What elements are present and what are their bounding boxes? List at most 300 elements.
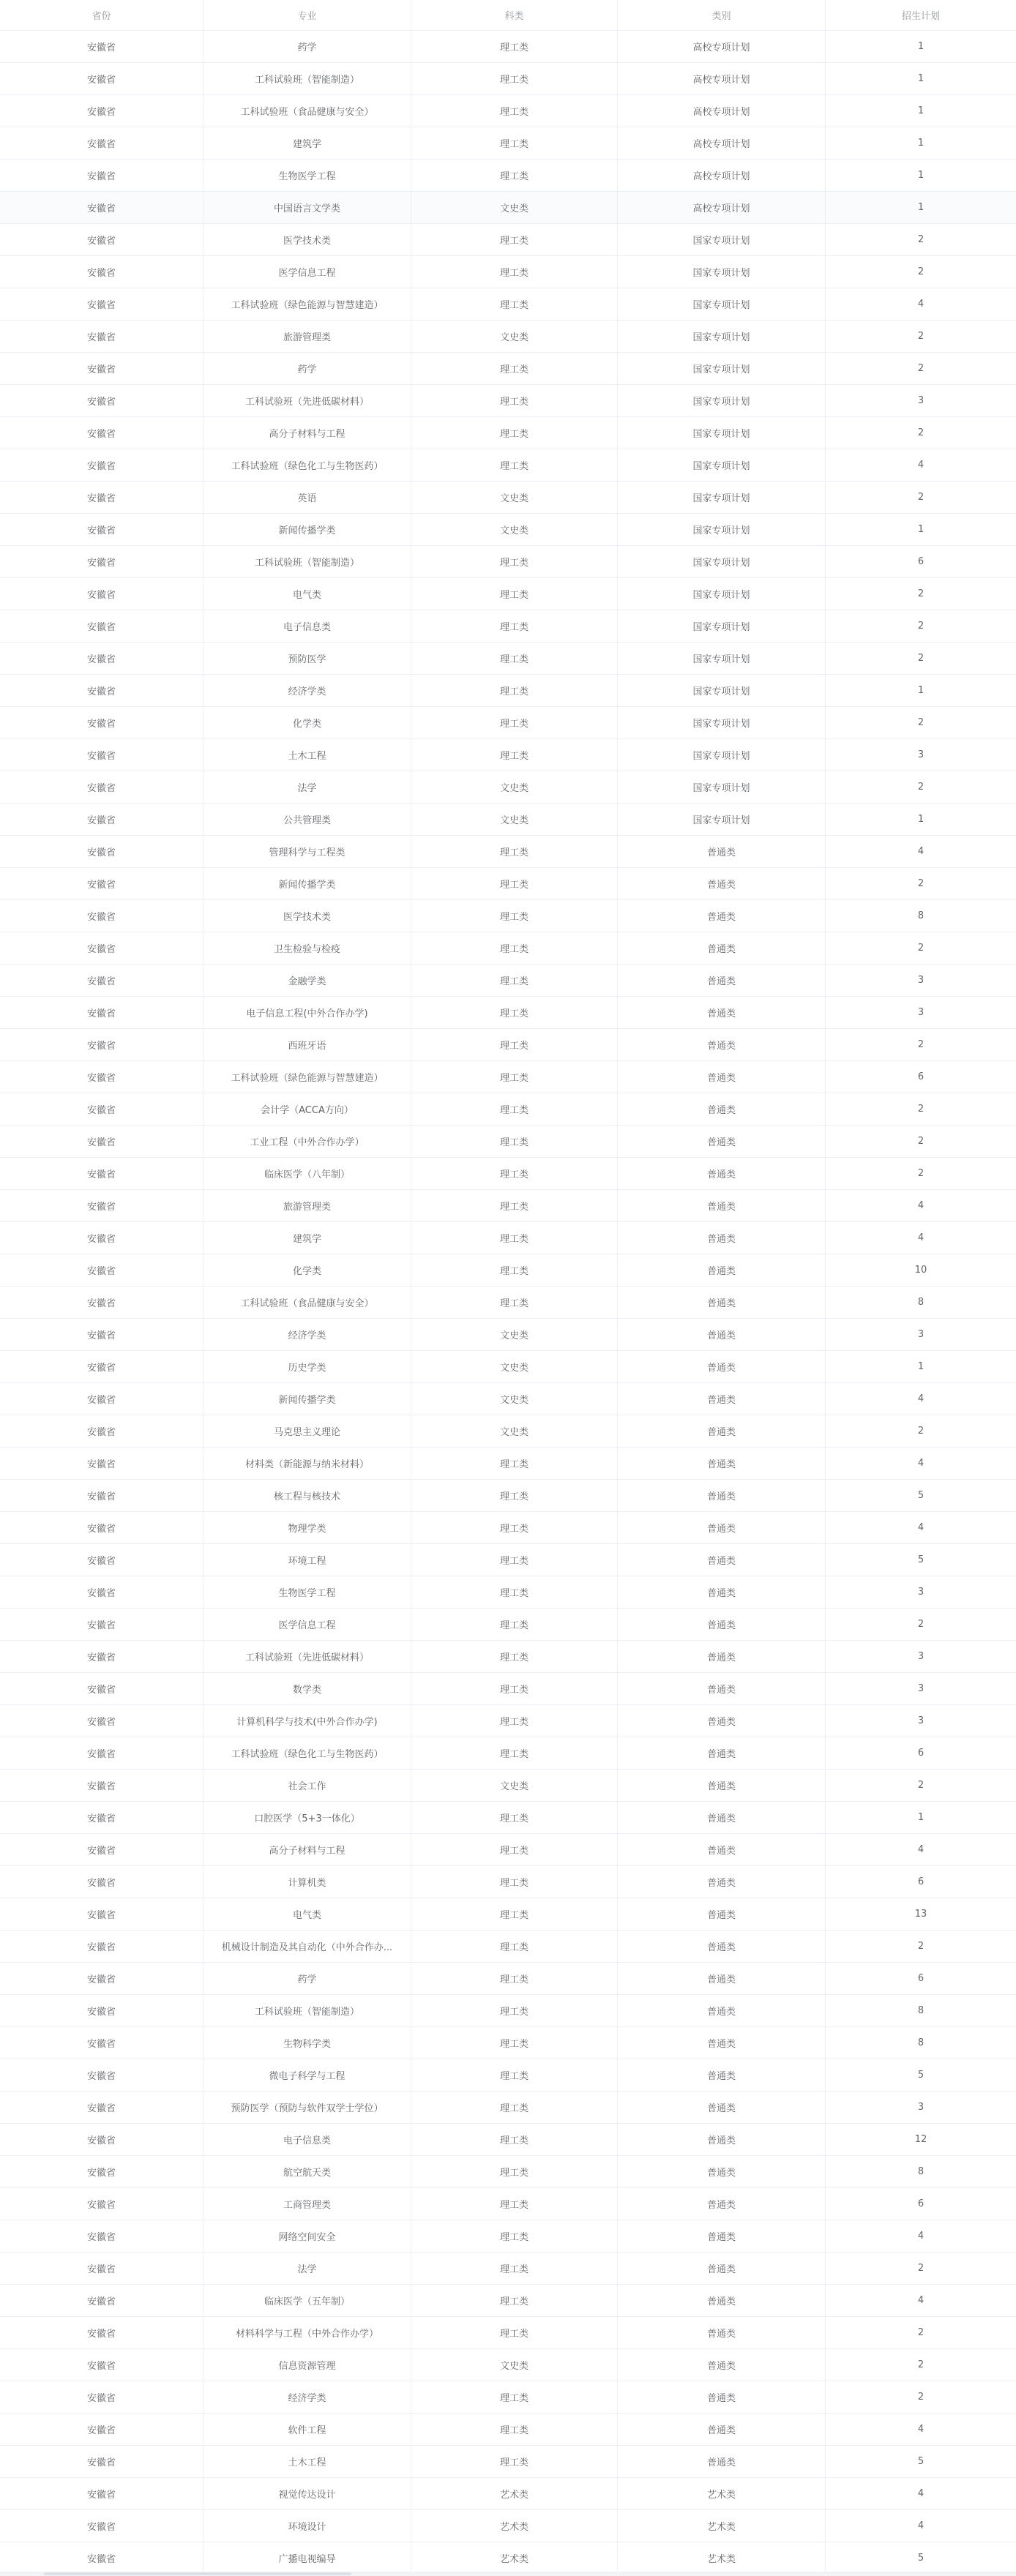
cell-province: 安徽省 — [0, 836, 203, 867]
table-row[interactable] — [0, 1898, 1016, 1931]
table-row[interactable] — [0, 1222, 1016, 1254]
table-row[interactable] — [0, 1737, 1016, 1770]
cell-major: 工科试验班（智能制造） — [203, 1995, 411, 2026]
cell-subject-category: 理工类 — [411, 1995, 618, 2026]
cell-major: 工科试验班（食品健康与安全） — [203, 95, 411, 127]
cell-plan-type: 普通类 — [618, 2156, 826, 2187]
cell-subject-category: 理工类 — [411, 1931, 618, 1962]
cell-province: 安徽省 — [0, 997, 203, 1028]
cell-enrollment-plan: 3 — [917, 975, 925, 986]
table-row[interactable] — [0, 578, 1016, 610]
table-row[interactable] — [0, 321, 1016, 353]
cell-subject-category: 理工类 — [411, 1512, 618, 1543]
cell-plan-type: 普通类 — [618, 2414, 826, 2445]
table-row[interactable] — [0, 385, 1016, 417]
table-row[interactable] — [0, 2188, 1016, 2220]
table-row[interactable] — [0, 868, 1016, 900]
cell-province: 安徽省 — [0, 1866, 203, 1898]
cell-enrollment-plan: 2 — [917, 1039, 925, 1050]
table-row[interactable] — [0, 2092, 1016, 2124]
table-row[interactable] — [0, 95, 1016, 127]
cell-major: 电气类 — [203, 1898, 411, 1930]
cell-province: 安徽省 — [0, 385, 203, 416]
cell-province: 安徽省 — [0, 610, 203, 642]
cell-major: 临床医学（五年制） — [203, 2285, 411, 2316]
table-row[interactable] — [0, 160, 1016, 192]
table-row[interactable] — [0, 610, 1016, 643]
cell-province: 安徽省 — [0, 1963, 203, 1994]
cell-subject-category: 理工类 — [411, 1222, 618, 1254]
cell-major: 旅游管理类 — [203, 1190, 411, 1221]
cell-subject-category: 理工类 — [411, 2092, 618, 2123]
cell-subject-category: 理工类 — [411, 2027, 618, 2059]
cell-enrollment-plan: 1 — [917, 685, 925, 696]
cell-subject-category: 理工类 — [411, 256, 618, 288]
cell-province: 安徽省 — [0, 417, 203, 449]
cell-subject-category: 理工类 — [411, 1705, 618, 1737]
table-row[interactable] — [0, 1415, 1016, 1448]
cell-enrollment-plan: 6 — [917, 1748, 925, 1759]
cell-subject-category: 理工类 — [411, 1029, 618, 1060]
cell-province: 安徽省 — [0, 95, 203, 127]
cell-plan-type: 国家专项计划 — [618, 675, 826, 706]
table-row[interactable] — [0, 1576, 1016, 1609]
cell-subject-category: 文史类 — [411, 771, 618, 803]
cell-enrollment-plan: 2 — [917, 427, 925, 438]
cell-enrollment-plan: 2 — [917, 2392, 925, 2403]
cell-plan-type: 国家专项计划 — [618, 739, 826, 771]
cell-province: 安徽省 — [0, 1705, 203, 1737]
table-row[interactable] — [0, 2124, 1016, 2156]
cell-subject-category: 理工类 — [411, 1158, 618, 1189]
cell-plan-type: 国家专项计划 — [618, 417, 826, 449]
cell-plan-type: 普通类 — [618, 1415, 826, 1447]
cell-enrollment-plan: 5 — [917, 2070, 925, 2081]
table-row[interactable] — [0, 836, 1016, 868]
cell-province: 安徽省 — [0, 2285, 203, 2316]
cell-province: 安徽省 — [0, 288, 203, 320]
table-row[interactable] — [0, 771, 1016, 804]
cell-enrollment-plan: 8 — [917, 2166, 925, 2177]
cell-plan-type: 国家专项计划 — [618, 804, 826, 835]
cell-major: 环境工程 — [203, 1544, 411, 1576]
cell-province: 安徽省 — [0, 1158, 203, 1189]
cell-province: 安徽省 — [0, 1222, 203, 1254]
table-row[interactable] — [0, 2317, 1016, 2349]
table-row[interactable] — [0, 256, 1016, 288]
cell-major: 会计学（ACCA方向） — [203, 1093, 411, 1125]
table-row[interactable] — [0, 1641, 1016, 1673]
cell-plan-type: 艺术类 — [618, 2478, 826, 2509]
table-row[interactable] — [0, 192, 1016, 224]
cell-plan-type: 普通类 — [618, 2188, 826, 2220]
cell-major: 环境设计 — [203, 2510, 411, 2542]
table-row[interactable] — [0, 739, 1016, 771]
cell-major: 土木工程 — [203, 739, 411, 771]
cell-enrollment-plan: 4 — [917, 1393, 925, 1404]
cell-subject-category: 理工类 — [411, 224, 618, 255]
cell-province: 安徽省 — [0, 1737, 203, 1769]
cell-plan-type: 艺术类 — [618, 2542, 826, 2574]
cell-province: 安徽省 — [0, 1673, 203, 1704]
cell-subject-category: 文史类 — [411, 1351, 618, 1382]
cell-plan-type: 普通类 — [618, 2027, 826, 2059]
cell-province: 安徽省 — [0, 965, 203, 996]
table-row[interactable] — [0, 1093, 1016, 1126]
cell-subject-category: 理工类 — [411, 385, 618, 416]
cell-province: 安徽省 — [0, 2220, 203, 2252]
cell-enrollment-plan: 2 — [917, 621, 925, 632]
cell-enrollment-plan: 4 — [917, 1522, 925, 1533]
cell-enrollment-plan: 2 — [917, 943, 925, 954]
cell-subject-category: 艺术类 — [411, 2510, 618, 2542]
cell-province: 安徽省 — [0, 1319, 203, 1350]
cell-major: 计算机类 — [203, 1866, 411, 1898]
cell-enrollment-plan: 6 — [917, 556, 925, 567]
cell-plan-type: 普通类 — [618, 2381, 826, 2413]
cell-major: 预防医学（预防与软件双学士学位） — [203, 2092, 411, 2123]
table-row[interactable] — [0, 1995, 1016, 2027]
table-row[interactable] — [0, 2059, 1016, 2092]
cell-plan-type: 高校专项计划 — [618, 127, 826, 159]
table-row[interactable] — [0, 804, 1016, 836]
cell-enrollment-plan: 1 — [917, 1812, 925, 1823]
table-row[interactable] — [0, 353, 1016, 385]
cell-subject-category: 理工类 — [411, 1898, 618, 1930]
cell-enrollment-plan: 4 — [917, 2520, 925, 2531]
table-row[interactable] — [0, 2510, 1016, 2542]
cell-major: 机械设计制造及其自动化（中外合作办... — [203, 1931, 411, 1962]
cell-subject-category: 理工类 — [411, 1093, 618, 1125]
table-row[interactable] — [0, 2414, 1016, 2446]
cell-plan-type: 普通类 — [618, 1834, 826, 1865]
cell-plan-type: 国家专项计划 — [618, 385, 826, 416]
header-plan-type[interactable]: 类别 — [618, 0, 826, 30]
cell-subject-category: 理工类 — [411, 2285, 618, 2316]
cell-subject-category: 理工类 — [411, 1544, 618, 1576]
cell-subject-category: 理工类 — [411, 1673, 618, 1704]
cell-province: 安徽省 — [0, 160, 203, 191]
table-row[interactable] — [0, 900, 1016, 932]
cell-enrollment-plan: 4 — [917, 1200, 925, 1211]
cell-plan-type: 高校专项计划 — [618, 31, 826, 62]
cell-plan-type: 艺术类 — [618, 2510, 826, 2542]
cell-province: 安徽省 — [0, 546, 203, 577]
table-row[interactable] — [0, 1705, 1016, 1737]
cell-subject-category: 文史类 — [411, 804, 618, 835]
cell-plan-type: 国家专项计划 — [618, 546, 826, 577]
cell-enrollment-plan: 2 — [917, 782, 925, 793]
cell-major: 工科试验班（绿色化工与生物医药） — [203, 449, 411, 481]
cell-major: 法学 — [203, 771, 411, 803]
table-row[interactable] — [0, 449, 1016, 482]
cell-major: 旅游管理类 — [203, 321, 411, 352]
cell-enrollment-plan: 2 — [917, 1136, 925, 1147]
cell-plan-type: 普通类 — [618, 2059, 826, 2091]
cell-major: 高分子材料与工程 — [203, 417, 411, 449]
cell-subject-category: 理工类 — [411, 2317, 618, 2348]
cell-subject-category: 理工类 — [411, 836, 618, 867]
cell-subject-category: 理工类 — [411, 2446, 618, 2477]
cell-subject-category: 理工类 — [411, 127, 618, 159]
cell-province: 安徽省 — [0, 482, 203, 513]
cell-province: 安徽省 — [0, 256, 203, 288]
cell-subject-category: 理工类 — [411, 675, 618, 706]
table-row[interactable] — [0, 127, 1016, 160]
table-row[interactable] — [0, 932, 1016, 965]
cell-enrollment-plan: 6 — [917, 1876, 925, 1887]
cell-major: 建筑学 — [203, 1222, 411, 1254]
cell-province: 安徽省 — [0, 353, 203, 384]
cell-enrollment-plan: 3 — [917, 1651, 925, 1662]
cell-enrollment-plan: 3 — [917, 1007, 925, 1018]
cell-plan-type: 普通类 — [618, 1544, 826, 1576]
cell-subject-category: 文史类 — [411, 1770, 618, 1801]
cell-major: 工科试验班（先进低碳材料） — [203, 1641, 411, 1672]
cell-plan-type: 普通类 — [618, 2220, 826, 2252]
table-row[interactable] — [0, 707, 1016, 739]
table-body — [0, 31, 1016, 2575]
cell-major: 经济学类 — [203, 2381, 411, 2413]
table-row[interactable] — [0, 1061, 1016, 1093]
header-enrollment-plan[interactable]: 招生计划 — [901, 11, 940, 22]
cell-enrollment-plan: 2 — [917, 234, 925, 245]
table-row[interactable] — [0, 514, 1016, 546]
cell-enrollment-plan: 3 — [917, 395, 925, 406]
cell-province: 安徽省 — [0, 707, 203, 738]
cell-province: 安徽省 — [0, 1544, 203, 1576]
table-row[interactable] — [0, 1383, 1016, 1415]
cell-enrollment-plan: 2 — [917, 653, 925, 664]
cell-subject-category: 艺术类 — [411, 2542, 618, 2574]
cell-major: 信息资源管理 — [203, 2349, 411, 2381]
cell-subject-category: 理工类 — [411, 449, 618, 481]
table-row[interactable] — [0, 546, 1016, 578]
cell-major: 电子信息类 — [203, 2124, 411, 2155]
cell-plan-type: 国家专项计划 — [618, 256, 826, 288]
cell-enrollment-plan: 2 — [917, 2327, 925, 2338]
cell-plan-type: 普通类 — [618, 2317, 826, 2348]
table-row[interactable] — [0, 2381, 1016, 2414]
cell-enrollment-plan: 2 — [917, 1941, 925, 1952]
cell-enrollment-plan: 1 — [917, 73, 925, 84]
cell-plan-type: 普通类 — [618, 1061, 826, 1093]
table-row[interactable] — [0, 2220, 1016, 2253]
header-province[interactable]: 省份 — [0, 0, 203, 30]
header-major[interactable]: 专业 — [203, 0, 411, 30]
cell-major: 卫生检验与检疫 — [203, 932, 411, 964]
cell-province: 安徽省 — [0, 932, 203, 964]
cell-plan-type: 普通类 — [618, 1737, 826, 1769]
horizontal-scrollbar[interactable] — [0, 2572, 1016, 2576]
cell-subject-category: 理工类 — [411, 578, 618, 610]
cell-province: 安徽省 — [0, 1190, 203, 1221]
cell-major: 工科试验班（绿色能源与智慧建造） — [203, 1061, 411, 1093]
cell-province: 安徽省 — [0, 2156, 203, 2187]
cell-subject-category: 理工类 — [411, 2188, 618, 2220]
table-row[interactable] — [0, 1029, 1016, 1061]
cell-major: 工科试验班（食品健康与安全） — [203, 1287, 411, 1318]
cell-major: 电子信息类 — [203, 610, 411, 642]
cell-plan-type: 普通类 — [618, 2349, 826, 2381]
cell-plan-type: 普通类 — [618, 2285, 826, 2316]
table-row[interactable] — [0, 482, 1016, 514]
cell-province: 安徽省 — [0, 1609, 203, 1640]
cell-subject-category: 理工类 — [411, 643, 618, 674]
cell-plan-type: 普通类 — [618, 836, 826, 867]
cell-subject-category: 理工类 — [411, 2253, 618, 2284]
table-row[interactable] — [0, 1351, 1016, 1383]
cell-plan-type: 普通类 — [618, 1673, 826, 1704]
table-row[interactable] — [0, 1190, 1016, 1222]
cell-plan-type: 普通类 — [618, 1931, 826, 1962]
cell-major: 社会工作 — [203, 1770, 411, 1801]
cell-major: 生物医学工程 — [203, 1576, 411, 1608]
cell-enrollment-plan: 1 — [917, 814, 925, 825]
table-row[interactable] — [0, 2285, 1016, 2317]
cell-major: 西班牙语 — [203, 1029, 411, 1060]
cell-major: 马克思主义理论 — [203, 1415, 411, 1447]
table-row[interactable] — [0, 2349, 1016, 2381]
cell-plan-type: 普通类 — [618, 1126, 826, 1157]
cell-enrollment-plan: 4 — [917, 2231, 925, 2242]
table-row[interactable] — [0, 288, 1016, 321]
cell-major: 口腔医学（5+3一体化） — [203, 1802, 411, 1833]
cell-subject-category: 理工类 — [411, 1480, 618, 1511]
cell-province: 安徽省 — [0, 1126, 203, 1157]
table-row[interactable] — [0, 1512, 1016, 1544]
cell-enrollment-plan: 13 — [914, 1909, 927, 1920]
cell-enrollment-plan: 2 — [917, 2359, 925, 2370]
cell-province: 安徽省 — [0, 868, 203, 899]
cell-province: 安徽省 — [0, 1061, 203, 1093]
cell-enrollment-plan: 2 — [917, 1104, 925, 1115]
cell-plan-type: 高校专项计划 — [618, 192, 826, 223]
table-row[interactable] — [0, 1609, 1016, 1641]
cell-major: 化学类 — [203, 1254, 411, 1286]
table-row[interactable] — [0, 1254, 1016, 1287]
cell-plan-type: 普通类 — [618, 997, 826, 1028]
cell-plan-type: 国家专项计划 — [618, 482, 826, 513]
cell-major: 预防医学 — [203, 643, 411, 674]
cell-subject-category: 理工类 — [411, 417, 618, 449]
cell-enrollment-plan: 1 — [917, 138, 925, 149]
header-subject-category[interactable]: 科类 — [411, 0, 618, 30]
cell-enrollment-plan: 2 — [917, 492, 925, 503]
scrollbar-thumb[interactable] — [44, 2572, 351, 2575]
cell-province: 安徽省 — [0, 2027, 203, 2059]
cell-major: 医学信息工程 — [203, 1609, 411, 1640]
cell-province: 安徽省 — [0, 449, 203, 481]
table-row[interactable] — [0, 417, 1016, 449]
cell-subject-category: 文史类 — [411, 1415, 618, 1447]
cell-province: 安徽省 — [0, 2349, 203, 2381]
cell-enrollment-plan: 4 — [917, 2295, 925, 2306]
table-row[interactable] — [0, 1287, 1016, 1319]
table-row[interactable] — [0, 2156, 1016, 2188]
cell-enrollment-plan: 12 — [914, 2134, 927, 2145]
table-row[interactable] — [0, 1448, 1016, 1480]
cell-province: 安徽省 — [0, 675, 203, 706]
cell-subject-category: 理工类 — [411, 932, 618, 964]
cell-province: 安徽省 — [0, 1480, 203, 1511]
table-row[interactable] — [0, 1963, 1016, 1995]
table-row[interactable] — [0, 224, 1016, 256]
cell-major: 中国语言文学类 — [203, 192, 411, 223]
cell-enrollment-plan: 6 — [917, 1973, 925, 1984]
table-row[interactable] — [0, 675, 1016, 707]
cell-enrollment-plan: 1 — [917, 105, 925, 116]
cell-province: 安徽省 — [0, 1351, 203, 1382]
cell-subject-category: 理工类 — [411, 1641, 618, 1672]
cell-enrollment-plan: 2 — [917, 266, 925, 277]
cell-province: 安徽省 — [0, 2414, 203, 2445]
table-row[interactable] — [0, 2478, 1016, 2510]
table-row[interactable] — [0, 1770, 1016, 1802]
table-row[interactable] — [0, 2446, 1016, 2478]
cell-enrollment-plan: 1 — [917, 524, 925, 535]
cell-plan-type: 高校专项计划 — [618, 95, 826, 127]
cell-subject-category: 文史类 — [411, 1383, 618, 1415]
cell-major: 工科试验班（绿色化工与生物医药） — [203, 1737, 411, 1769]
cell-plan-type: 国家专项计划 — [618, 610, 826, 642]
cell-subject-category: 理工类 — [411, 997, 618, 1028]
table-row[interactable] — [0, 1319, 1016, 1351]
cell-major: 经济学类 — [203, 675, 411, 706]
cell-province: 安徽省 — [0, 1641, 203, 1672]
table-row[interactable] — [0, 2542, 1016, 2575]
cell-plan-type: 普通类 — [618, 1254, 826, 1286]
cell-major: 土木工程 — [203, 2446, 411, 2477]
cell-plan-type: 普通类 — [618, 1609, 826, 1640]
cell-major: 化学类 — [203, 707, 411, 738]
table-row[interactable] — [0, 643, 1016, 675]
table-row[interactable] — [0, 2027, 1016, 2059]
table-row[interactable] — [0, 63, 1016, 95]
table-row[interactable] — [0, 997, 1016, 1029]
table-row[interactable] — [0, 1673, 1016, 1705]
table-row[interactable] — [0, 1158, 1016, 1190]
table-row[interactable] — [0, 1802, 1016, 1834]
cell-enrollment-plan: 4 — [917, 1844, 925, 1855]
cell-subject-category: 理工类 — [411, 1287, 618, 1318]
cell-major: 电气类 — [203, 578, 411, 610]
table-row[interactable] — [0, 1126, 1016, 1158]
cell-major: 网络空间安全 — [203, 2220, 411, 2252]
table-row[interactable] — [0, 1866, 1016, 1898]
table-row[interactable] — [0, 1931, 1016, 1963]
cell-enrollment-plan: 6 — [917, 1071, 925, 1082]
cell-major: 视觉传达设计 — [203, 2478, 411, 2509]
cell-province: 安徽省 — [0, 2542, 203, 2574]
cell-province: 安徽省 — [0, 1254, 203, 1286]
cell-plan-type: 高校专项计划 — [618, 63, 826, 94]
table-row[interactable] — [0, 31, 1016, 63]
cell-plan-type: 普通类 — [618, 1190, 826, 1221]
cell-plan-type: 普通类 — [618, 1287, 826, 1318]
cell-plan-type: 普通类 — [618, 1641, 826, 1672]
cell-plan-type: 普通类 — [618, 2092, 826, 2123]
cell-enrollment-plan: 2 — [917, 1426, 925, 1437]
table-row[interactable] — [0, 1544, 1016, 1576]
cell-enrollment-plan: 8 — [917, 910, 925, 921]
table-row[interactable] — [0, 1834, 1016, 1866]
table-row[interactable] — [0, 965, 1016, 997]
cell-province: 安徽省 — [0, 63, 203, 94]
table-row[interactable] — [0, 1480, 1016, 1512]
cell-major: 电子信息工程(中外合作办学) — [203, 997, 411, 1028]
table-row[interactable] — [0, 2253, 1016, 2285]
